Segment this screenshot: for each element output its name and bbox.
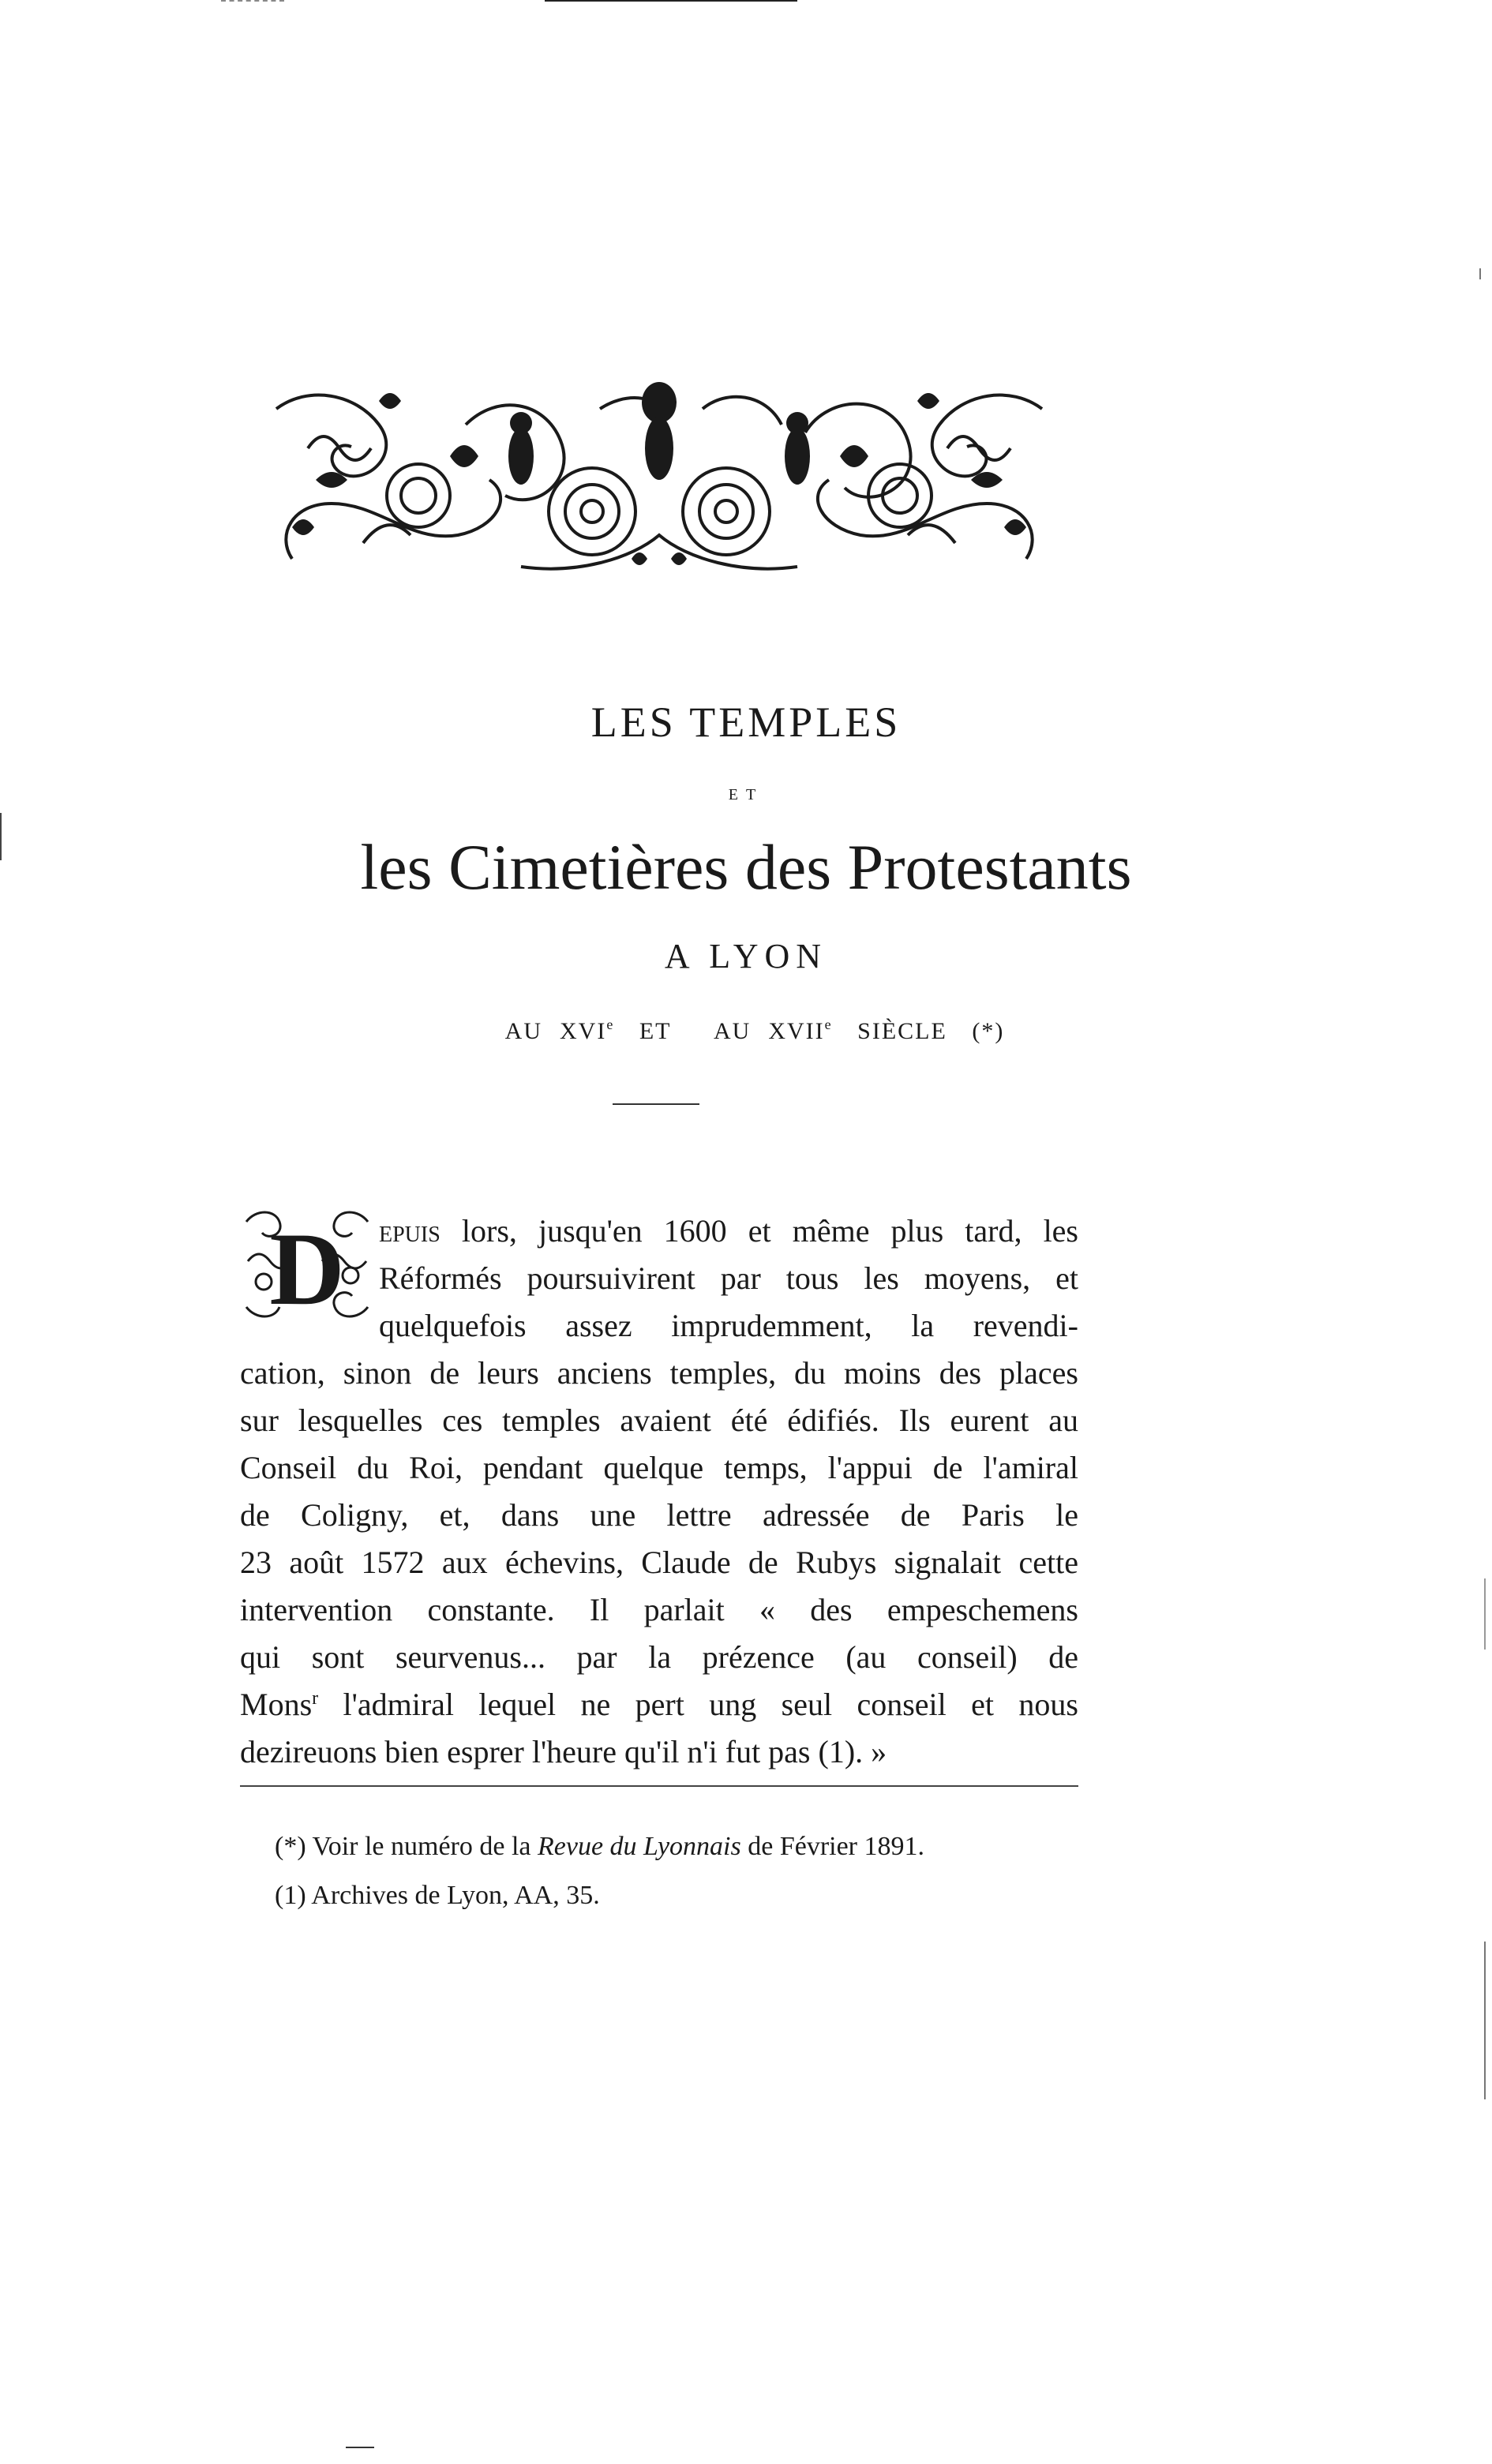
body-line-11-b: l'admiral lequel ne pert ung seul conseil et nous: [318, 1687, 1078, 1722]
body-line-2: Réformés poursuivirent par tous les moyens, et: [379, 1260, 1078, 1296]
body-line-11: [240, 1681, 1078, 1728]
body-line-9: intervention constante. Il parlait « des empeschemens: [240, 1592, 1078, 1627]
title-divider: [613, 1103, 699, 1105]
body-line-7: de Coligny, et, dans une lettre adressée de Paris le: [240, 1497, 1078, 1533]
footnote-2: (1) Archives de Lyon, AA, 35.: [275, 1881, 600, 1910]
body-line-10: qui sont seurvenus... par la prézence (au conseil) de: [240, 1639, 1078, 1675]
body-line-3: quelquefois assez imprudemment, la revendi-: [379, 1308, 1078, 1343]
footnote-1: [275, 1829, 924, 1864]
body-line-6: Conseil du Roi, pendant quelque temps, l'appui de l'amiral: [240, 1450, 1078, 1485]
footnote-1-text-b: de Février 1891.: [740, 1832, 925, 1861]
scan-line-top: [545, 0, 797, 2]
body-line-11-a: Mons: [240, 1687, 313, 1722]
century-sup-1: e: [606, 1017, 615, 1032]
century-au-2: AU: [714, 1018, 752, 1044]
scan-edge-mark: [1479, 268, 1481, 279]
title-place: A LYON: [664, 937, 828, 975]
headpiece-ornament: [261, 377, 1058, 582]
footnote-1-text-a: Voir le numéro de la: [306, 1832, 538, 1861]
title-century: [0, 1017, 1492, 1045]
scan-edge-right-upper: [1484, 1578, 1486, 1650]
century-xvi: XVI: [560, 1018, 607, 1044]
page-title: les Cimetières des Protestants: [360, 831, 1132, 903]
footnote-1-journal: Revue du Lyonnais: [538, 1832, 741, 1861]
body-line-5: sur lesquelles ces temples avaient été édifiés. Ils eurent au: [240, 1402, 1078, 1438]
century-xvii: XVII: [768, 1018, 825, 1044]
century-au-1: AU: [504, 1018, 543, 1044]
century-footnote-mark: (*): [972, 1018, 1005, 1044]
dropcap-ornament: [240, 1206, 374, 1323]
body-line-4: cation, sinon de leurs anciens temples, du moins des places: [240, 1355, 1078, 1391]
body-line-11-sup: r: [312, 1688, 319, 1709]
body-line-12: dezireuons bien esprer l'heure qu'il n'i fut pas (1). »: [240, 1734, 887, 1769]
body-line-1: [379, 1208, 1078, 1255]
scan-edge-right-lower: [1484, 1942, 1486, 2099]
century-siecle: SIÈCLE: [857, 1018, 947, 1044]
title-line-1: LES TEMPLES: [590, 698, 902, 746]
century-sup-2: e: [824, 1017, 833, 1032]
dropcap-continuation: epuis: [379, 1213, 440, 1249]
scan-mark-top-left: [221, 0, 284, 3]
scan-bottom-mark: [346, 2447, 374, 2448]
century-et: ET: [639, 1018, 672, 1044]
title-conjunction: ET: [728, 786, 764, 803]
body-line-1-text: lors, jusqu'en 1600 et même plus tard, les: [440, 1213, 1078, 1249]
body-line-8: 23 août 1572 aux échevins, Claude de Rubys signalait cette: [240, 1545, 1078, 1580]
footnote-1-mark: (*): [275, 1832, 306, 1861]
dropcap-letter: D: [269, 1211, 345, 1323]
footnote-rule: [240, 1785, 1078, 1787]
